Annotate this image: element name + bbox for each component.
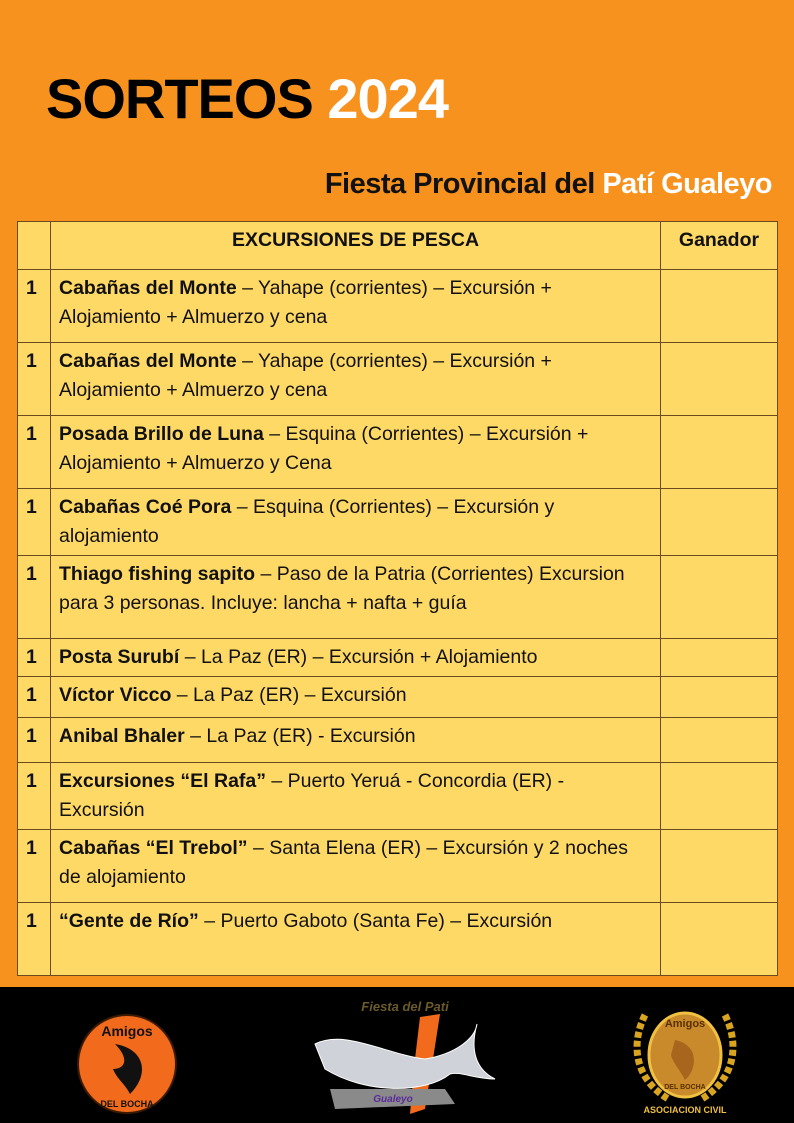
- winner-cell[interactable]: [661, 677, 778, 718]
- excursion-cell: [51, 343, 661, 416]
- provider-name: Posada Brillo de Luna: [59, 423, 264, 445]
- winner-cell[interactable]: [661, 903, 778, 976]
- excursion-detail: – Paso de la Patria (Corrientes) Excursion para 3 personas. Incluye: lancha + nafta + guía: [59, 563, 625, 614]
- excursion-detail: – La Paz (ER) - Excursión: [184, 725, 416, 747]
- winner-cell[interactable]: [661, 763, 778, 830]
- excursion-cell: [51, 556, 661, 639]
- excursion-cell: [51, 763, 661, 830]
- logo-text-top: Fiesta del Pati: [361, 999, 449, 1014]
- excursion-detail: – Puerto Yeruá - Concordia (ER) - Excursión: [59, 770, 565, 821]
- winner-cell[interactable]: [661, 830, 778, 903]
- logo-caption: ASOCIACION CIVIL: [643, 1105, 727, 1115]
- col-excursions-header: EXCURSIONES DE PESCA: [51, 222, 661, 270]
- qty-cell: 1: [18, 416, 51, 489]
- qty-cell: 1: [18, 677, 51, 718]
- qty-cell: 1: [18, 639, 51, 677]
- excursion-cell: [51, 270, 661, 343]
- title-year: 2024: [327, 67, 448, 130]
- excursion-cell: [51, 718, 661, 763]
- excursion-cell: [51, 903, 661, 976]
- title-text: SORTEOS: [46, 67, 313, 130]
- table-row: [18, 677, 778, 718]
- qty-cell: 1: [18, 763, 51, 830]
- subtitle: [325, 168, 772, 201]
- qty-cell: 1: [18, 556, 51, 639]
- asociacion-civil-logo: [625, 1005, 745, 1117]
- table-row: [18, 343, 778, 416]
- provider-name: Cabañas del Monte: [59, 277, 237, 299]
- provider-name: Víctor Vicco: [59, 684, 172, 706]
- excursion-detail: – La Paz (ER) – Excursión: [171, 684, 407, 706]
- excursion-detail: – Yahape (corrientes) – Excursión + Alojamiento + Almuerzo y cena: [59, 350, 552, 401]
- col-qty-header: [18, 222, 51, 270]
- excursion-cell: [51, 830, 661, 903]
- provider-name: Posta Surubí: [59, 646, 180, 668]
- logo-text-bottom: Gualeyo: [373, 1094, 413, 1105]
- winner-cell[interactable]: [661, 270, 778, 343]
- prizes-table: [17, 221, 778, 976]
- logo-text-top: Amigos: [101, 1023, 153, 1039]
- excursion-detail: – Esquina (Corrientes) – Excursión + Alojamiento + Almuerzo y Cena: [59, 423, 589, 474]
- qty-cell: 1: [18, 343, 51, 416]
- excursion-cell: [51, 639, 661, 677]
- provider-name: Anibal Bhaler: [59, 725, 185, 747]
- provider-name: Cabañas Coé Pora: [59, 496, 232, 518]
- winner-cell[interactable]: [661, 489, 778, 556]
- footer: [0, 987, 794, 1123]
- table-header-row: [18, 222, 778, 270]
- table-row: [18, 639, 778, 677]
- winner-cell[interactable]: [661, 343, 778, 416]
- excursion-detail: – La Paz (ER) – Excursión + Alojamiento: [179, 646, 538, 668]
- table-row: [18, 270, 778, 343]
- col-winner-header: Ganador: [661, 222, 778, 270]
- excursion-cell: [51, 416, 661, 489]
- subtitle-highlight: Patí Gualeyo: [602, 168, 772, 200]
- table-row: [18, 903, 778, 976]
- excursion-detail: – Esquina (Corrientes) – Excursión y alojamiento: [59, 496, 555, 547]
- logo-text-bottom: DEL BOCHA: [664, 1084, 706, 1091]
- table-row: [18, 830, 778, 903]
- excursion-detail: – Yahape (corrientes) – Excursión + Alojamiento + Almuerzo y cena: [59, 277, 552, 328]
- provider-name: Excursiones “El Rafa”: [59, 770, 266, 792]
- table-row: [18, 556, 778, 639]
- logo-text-bottom: DEL BOCHA: [100, 1099, 154, 1109]
- excursion-detail: – Puerto Gaboto (Santa Fe) – Excursión: [198, 910, 553, 932]
- qty-cell: 1: [18, 489, 51, 556]
- subtitle-prefix: Fiesta Provincial del: [324, 168, 595, 200]
- page-title: [46, 66, 448, 131]
- table-row: [18, 763, 778, 830]
- provider-name: Cabañas del Monte: [59, 350, 237, 372]
- winner-cell[interactable]: [661, 556, 778, 639]
- table-row: [18, 416, 778, 489]
- excursion-cell: [51, 489, 661, 556]
- logo-text-top: Amigos: [664, 1018, 706, 1030]
- fiesta-del-pati-logo: [305, 999, 505, 1123]
- excursion-detail: – Santa Elena (ER) – Excursión y 2 noches de alojamiento: [59, 837, 629, 888]
- provider-name: “Gente de Río”: [59, 910, 199, 932]
- qty-cell: 1: [18, 270, 51, 343]
- table-row: [18, 718, 778, 763]
- excursion-cell: [51, 677, 661, 718]
- winner-cell[interactable]: [661, 416, 778, 489]
- winner-cell[interactable]: [661, 718, 778, 763]
- provider-name: Thiago fishing sapito: [59, 563, 256, 585]
- provider-name: Cabañas “El Trebol”: [59, 837, 248, 859]
- qty-cell: 1: [18, 718, 51, 763]
- winner-cell[interactable]: [661, 639, 778, 677]
- table-row: [18, 489, 778, 556]
- amigos-del-bocha-logo: [75, 1014, 179, 1114]
- qty-cell: 1: [18, 903, 51, 976]
- qty-cell: 1: [18, 830, 51, 903]
